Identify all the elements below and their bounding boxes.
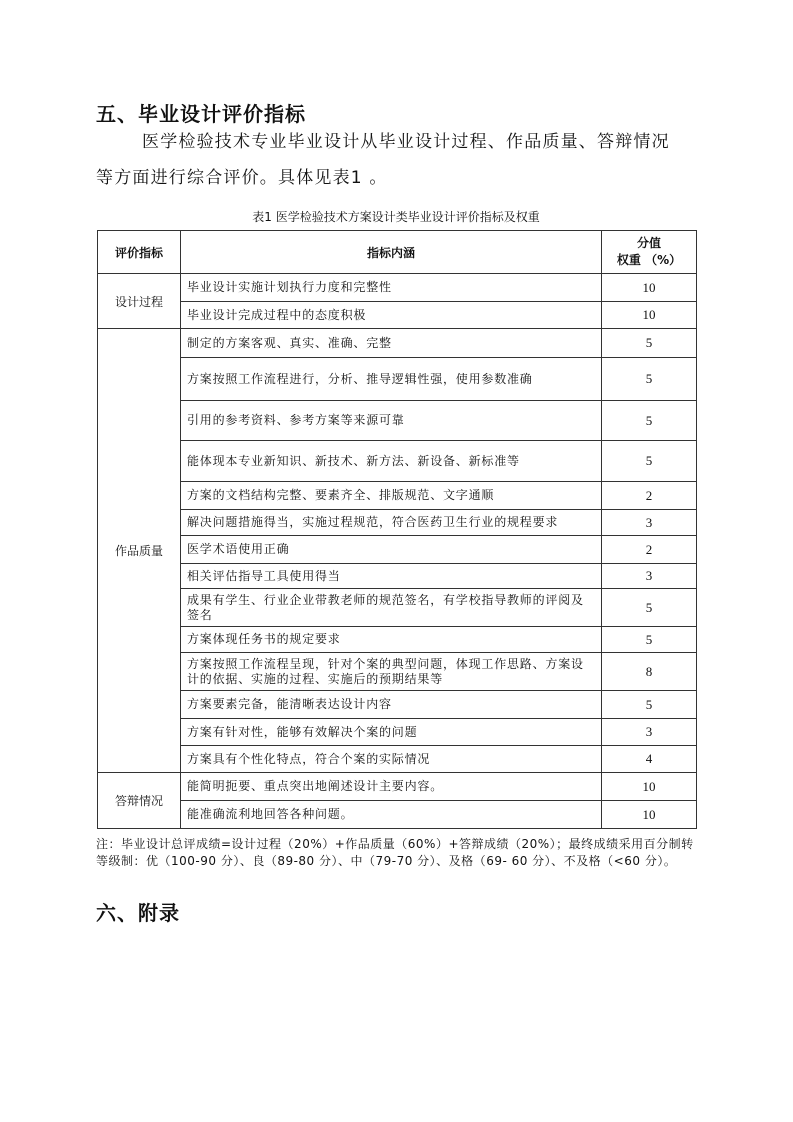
weight-cell: 5 bbox=[602, 441, 697, 482]
header-content: 指标内涵 bbox=[181, 231, 602, 274]
intro-line-2: 等方面进行综合评价。具体见表1 。 bbox=[96, 168, 388, 188]
header-weight-line1: 分值 bbox=[636, 236, 661, 250]
weight-cell: 2 bbox=[602, 536, 697, 564]
table-caption: 表1 医学检验技术方案设计类毕业设计评价指标及权重 bbox=[252, 210, 540, 224]
content-cell: 能体现本专业新知识、新技术、新方法、新设备、新标准等 bbox=[181, 441, 602, 482]
table-row bbox=[98, 441, 697, 482]
category-cell: 答辩情况 bbox=[98, 773, 181, 829]
table-row bbox=[98, 274, 697, 302]
weight-cell: 10 bbox=[602, 274, 697, 302]
table-row bbox=[98, 358, 697, 401]
category-cell: 作品质量 bbox=[98, 329, 181, 773]
section-5-heading: 五、毕业设计评价指标 bbox=[96, 102, 306, 126]
weight-cell: 8 bbox=[602, 653, 697, 691]
category-cell: 设计过程 bbox=[98, 274, 181, 329]
weight-cell: 5 bbox=[602, 401, 697, 441]
weight-cell: 5 bbox=[602, 627, 697, 653]
weight-cell: 10 bbox=[602, 801, 697, 829]
weight-cell: 3 bbox=[602, 564, 697, 589]
content-cell: 相关评估指导工具使用得当 bbox=[181, 564, 602, 589]
table-row bbox=[98, 773, 697, 801]
content-cell: 引用的参考资料、参考方案等来源可靠 bbox=[181, 401, 602, 441]
content-cell: 制定的方案客观、真实、准确、完整 bbox=[181, 329, 602, 358]
table-row bbox=[98, 653, 697, 691]
content-cell: 方案按照工作流程进行，分析、推导逻辑性强，使用参数准确 bbox=[181, 358, 602, 401]
table-note: 注：毕业设计总评成绩=设计过程（20%）+作品质量（60%）+答辩成绩（20%）；最终成绩采用百分制转等级制：优（100-90 分）、良（89-80 分）、中（79-70 分）、及格（69- 60 分）、不及格（<60 分）。 bbox=[96, 837, 694, 868]
header-weight-line2: 权重 （%） bbox=[616, 253, 682, 267]
table-row bbox=[98, 627, 697, 653]
weight-cell: 4 bbox=[602, 746, 697, 773]
intro-line-1: 医学检验技术专业毕业设计从毕业设计过程、作品质量、答辩情况 bbox=[142, 132, 670, 152]
content-cell: 医学术语使用正确 bbox=[181, 536, 602, 564]
table-header-row bbox=[98, 231, 697, 274]
table-row bbox=[98, 401, 697, 441]
content-cell: 成果有学生、行业企业带教老师的规范签名，有学校指导教师的评阅及签名 bbox=[181, 589, 602, 627]
content-cell: 方案按照工作流程呈现，针对个案的典型问题，体现工作思路、方案设计的依据、实施的过程、实施后的预期结果等 bbox=[181, 653, 602, 691]
table-row bbox=[98, 746, 697, 773]
table-row bbox=[98, 510, 697, 536]
weight-cell: 10 bbox=[602, 773, 697, 801]
content-cell: 方案有针对性，能够有效解决个案的问题 bbox=[181, 719, 602, 746]
weight-cell: 3 bbox=[602, 719, 697, 746]
header-weight bbox=[602, 231, 697, 274]
table-row bbox=[98, 589, 697, 627]
header-category: 评价指标 bbox=[98, 231, 181, 274]
table-row bbox=[98, 564, 697, 589]
section-6-heading: 六、附录 bbox=[96, 901, 180, 925]
weight-cell: 5 bbox=[602, 589, 697, 627]
content-cell: 能准确流利地回答各种问题。 bbox=[181, 801, 602, 829]
evaluation-table bbox=[97, 230, 697, 829]
table-row bbox=[98, 482, 697, 510]
content-cell: 方案体现任务书的规定要求 bbox=[181, 627, 602, 653]
intro-paragraph bbox=[96, 124, 696, 196]
weight-cell: 2 bbox=[602, 482, 697, 510]
content-cell: 能简明扼要、重点突出地阐述设计主要内容。 bbox=[181, 773, 602, 801]
table-row bbox=[98, 302, 697, 329]
table-row bbox=[98, 329, 697, 358]
weight-cell: 5 bbox=[602, 329, 697, 358]
content-cell: 毕业设计完成过程中的态度积极 bbox=[181, 302, 602, 329]
table-row bbox=[98, 691, 697, 719]
table-row bbox=[98, 536, 697, 564]
content-cell: 方案的文档结构完整、要素齐全、排版规范、文字通顺 bbox=[181, 482, 602, 510]
content-cell: 解决问题措施得当，实施过程规范，符合医药卫生行业的规程要求 bbox=[181, 510, 602, 536]
content-cell: 毕业设计实施计划执行力度和完整性 bbox=[181, 274, 602, 302]
content-cell: 方案具有个性化特点，符合个案的实际情况 bbox=[181, 746, 602, 773]
weight-cell: 5 bbox=[602, 691, 697, 719]
content-cell: 方案要素完备，能清晰表达设计内容 bbox=[181, 691, 602, 719]
table-row bbox=[98, 801, 697, 829]
weight-cell: 3 bbox=[602, 510, 697, 536]
weight-cell: 10 bbox=[602, 302, 697, 329]
weight-cell: 5 bbox=[602, 358, 697, 401]
table-row bbox=[98, 719, 697, 746]
